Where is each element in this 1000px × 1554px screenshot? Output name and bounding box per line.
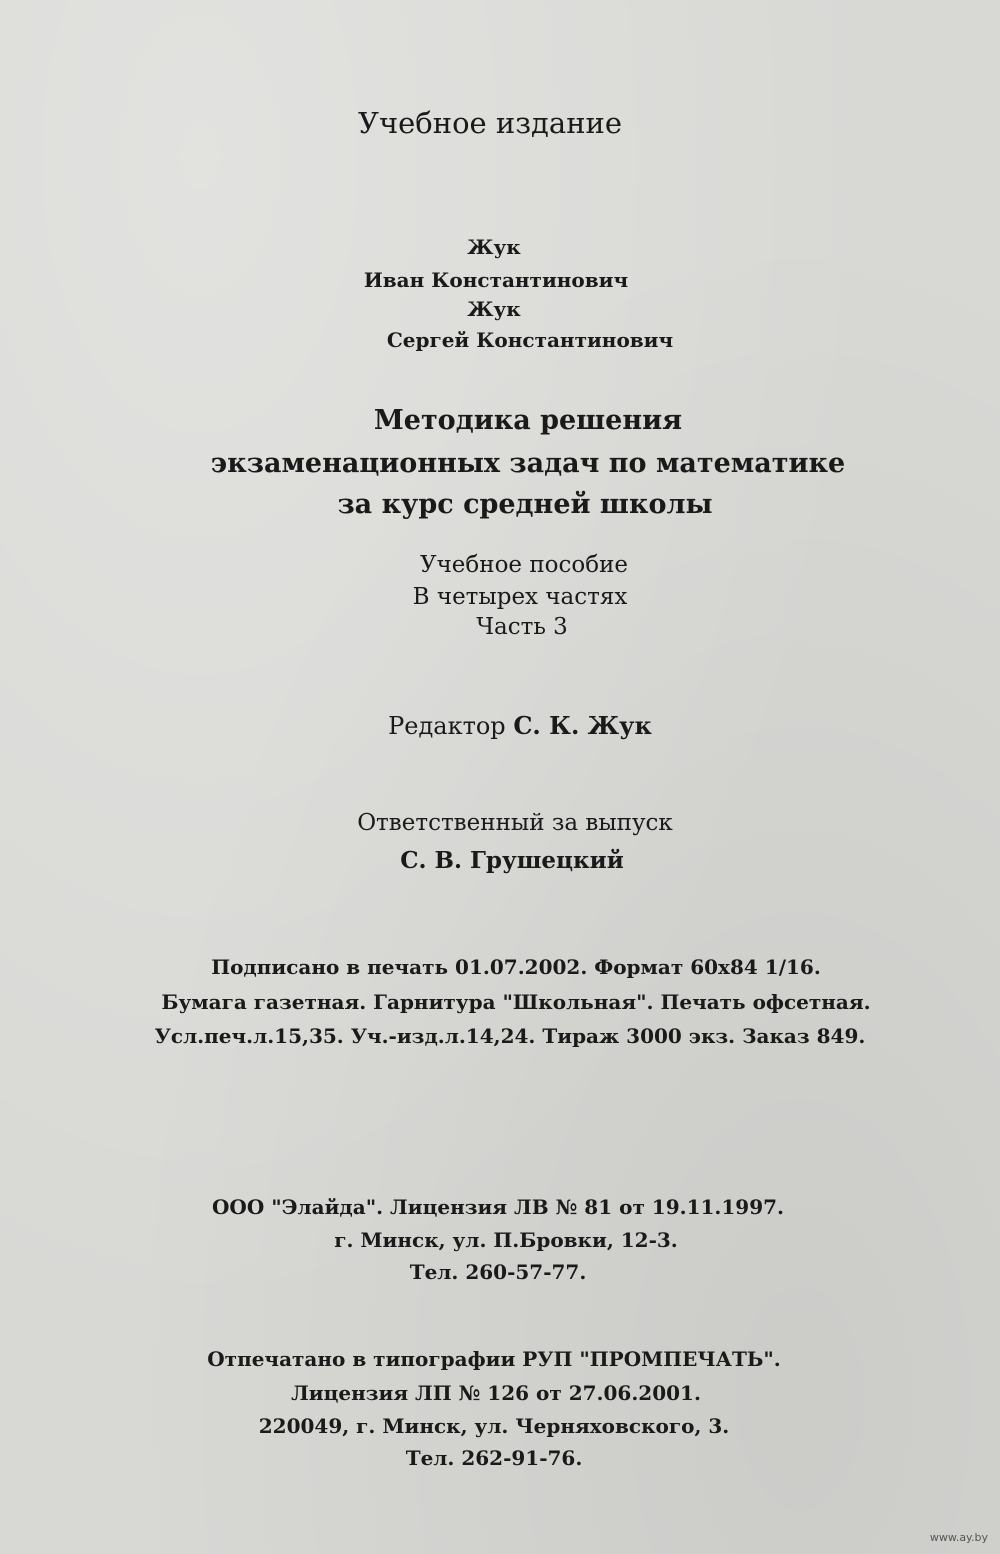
publisher-line-2: г. Минск, ул. П.Бровки, 12-3. [334,1228,678,1252]
author-name-1: Иван Константинович [363,268,629,292]
editor-line [20,711,1000,740]
site-watermark: www.ay.by [929,1531,988,1544]
book-title-line-2: экзаменационных задач по математике [210,448,846,479]
author-name-2: Сергей Константинович [386,328,674,352]
print-info-line-1: Подписано в печать 01.07.2002. Формат 60x84 1/16. [211,955,821,979]
responsible-name: С. В. Грушецкий [400,847,624,874]
printer-line-3: 220049, г. Минск, ул. Черняховского, 3. [258,1414,730,1438]
book-title-line-3: за курс средней школы [337,489,713,520]
editor-label: Редактор [388,712,506,740]
book-subtitle-parts: В четырех частях [412,584,628,610]
printer-line-1: Отпечатано в типографии РУП "ПРОМПЕЧАТЬ". [207,1347,781,1371]
print-info-line-3: Усл.печ.л.15,35. Уч.-изд.л.14,24. Тираж 3000 экз. Заказ 849. [154,1024,866,1048]
author-surname-2: Жук [467,297,521,321]
book-title-line-1: Методика решения [373,405,683,436]
print-info-line-2: Бумага газетная. Гарнитура "Школьная". Печать офсетная. [161,990,871,1014]
responsible-label: Ответственный за выпуск [357,810,673,836]
editor-name: С. К. Жук [513,711,652,740]
book-subtitle-type: Учебное пособие [419,552,629,578]
publisher-line-1: ООО "Элайда". Лицензия ЛВ № 81 от 19.11.1997. [211,1195,785,1219]
author-surname-1: Жук [467,235,521,259]
book-subtitle-volume: Часть 3 [476,614,568,640]
publisher-line-3: Тел. 260-57-77. [409,1260,587,1284]
edition-type: Учебное издание [357,106,623,140]
printer-line-2: Лицензия ЛП № 126 от 27.06.2001. [291,1381,701,1405]
printer-line-4: Тел. 262-91-76. [405,1446,583,1470]
